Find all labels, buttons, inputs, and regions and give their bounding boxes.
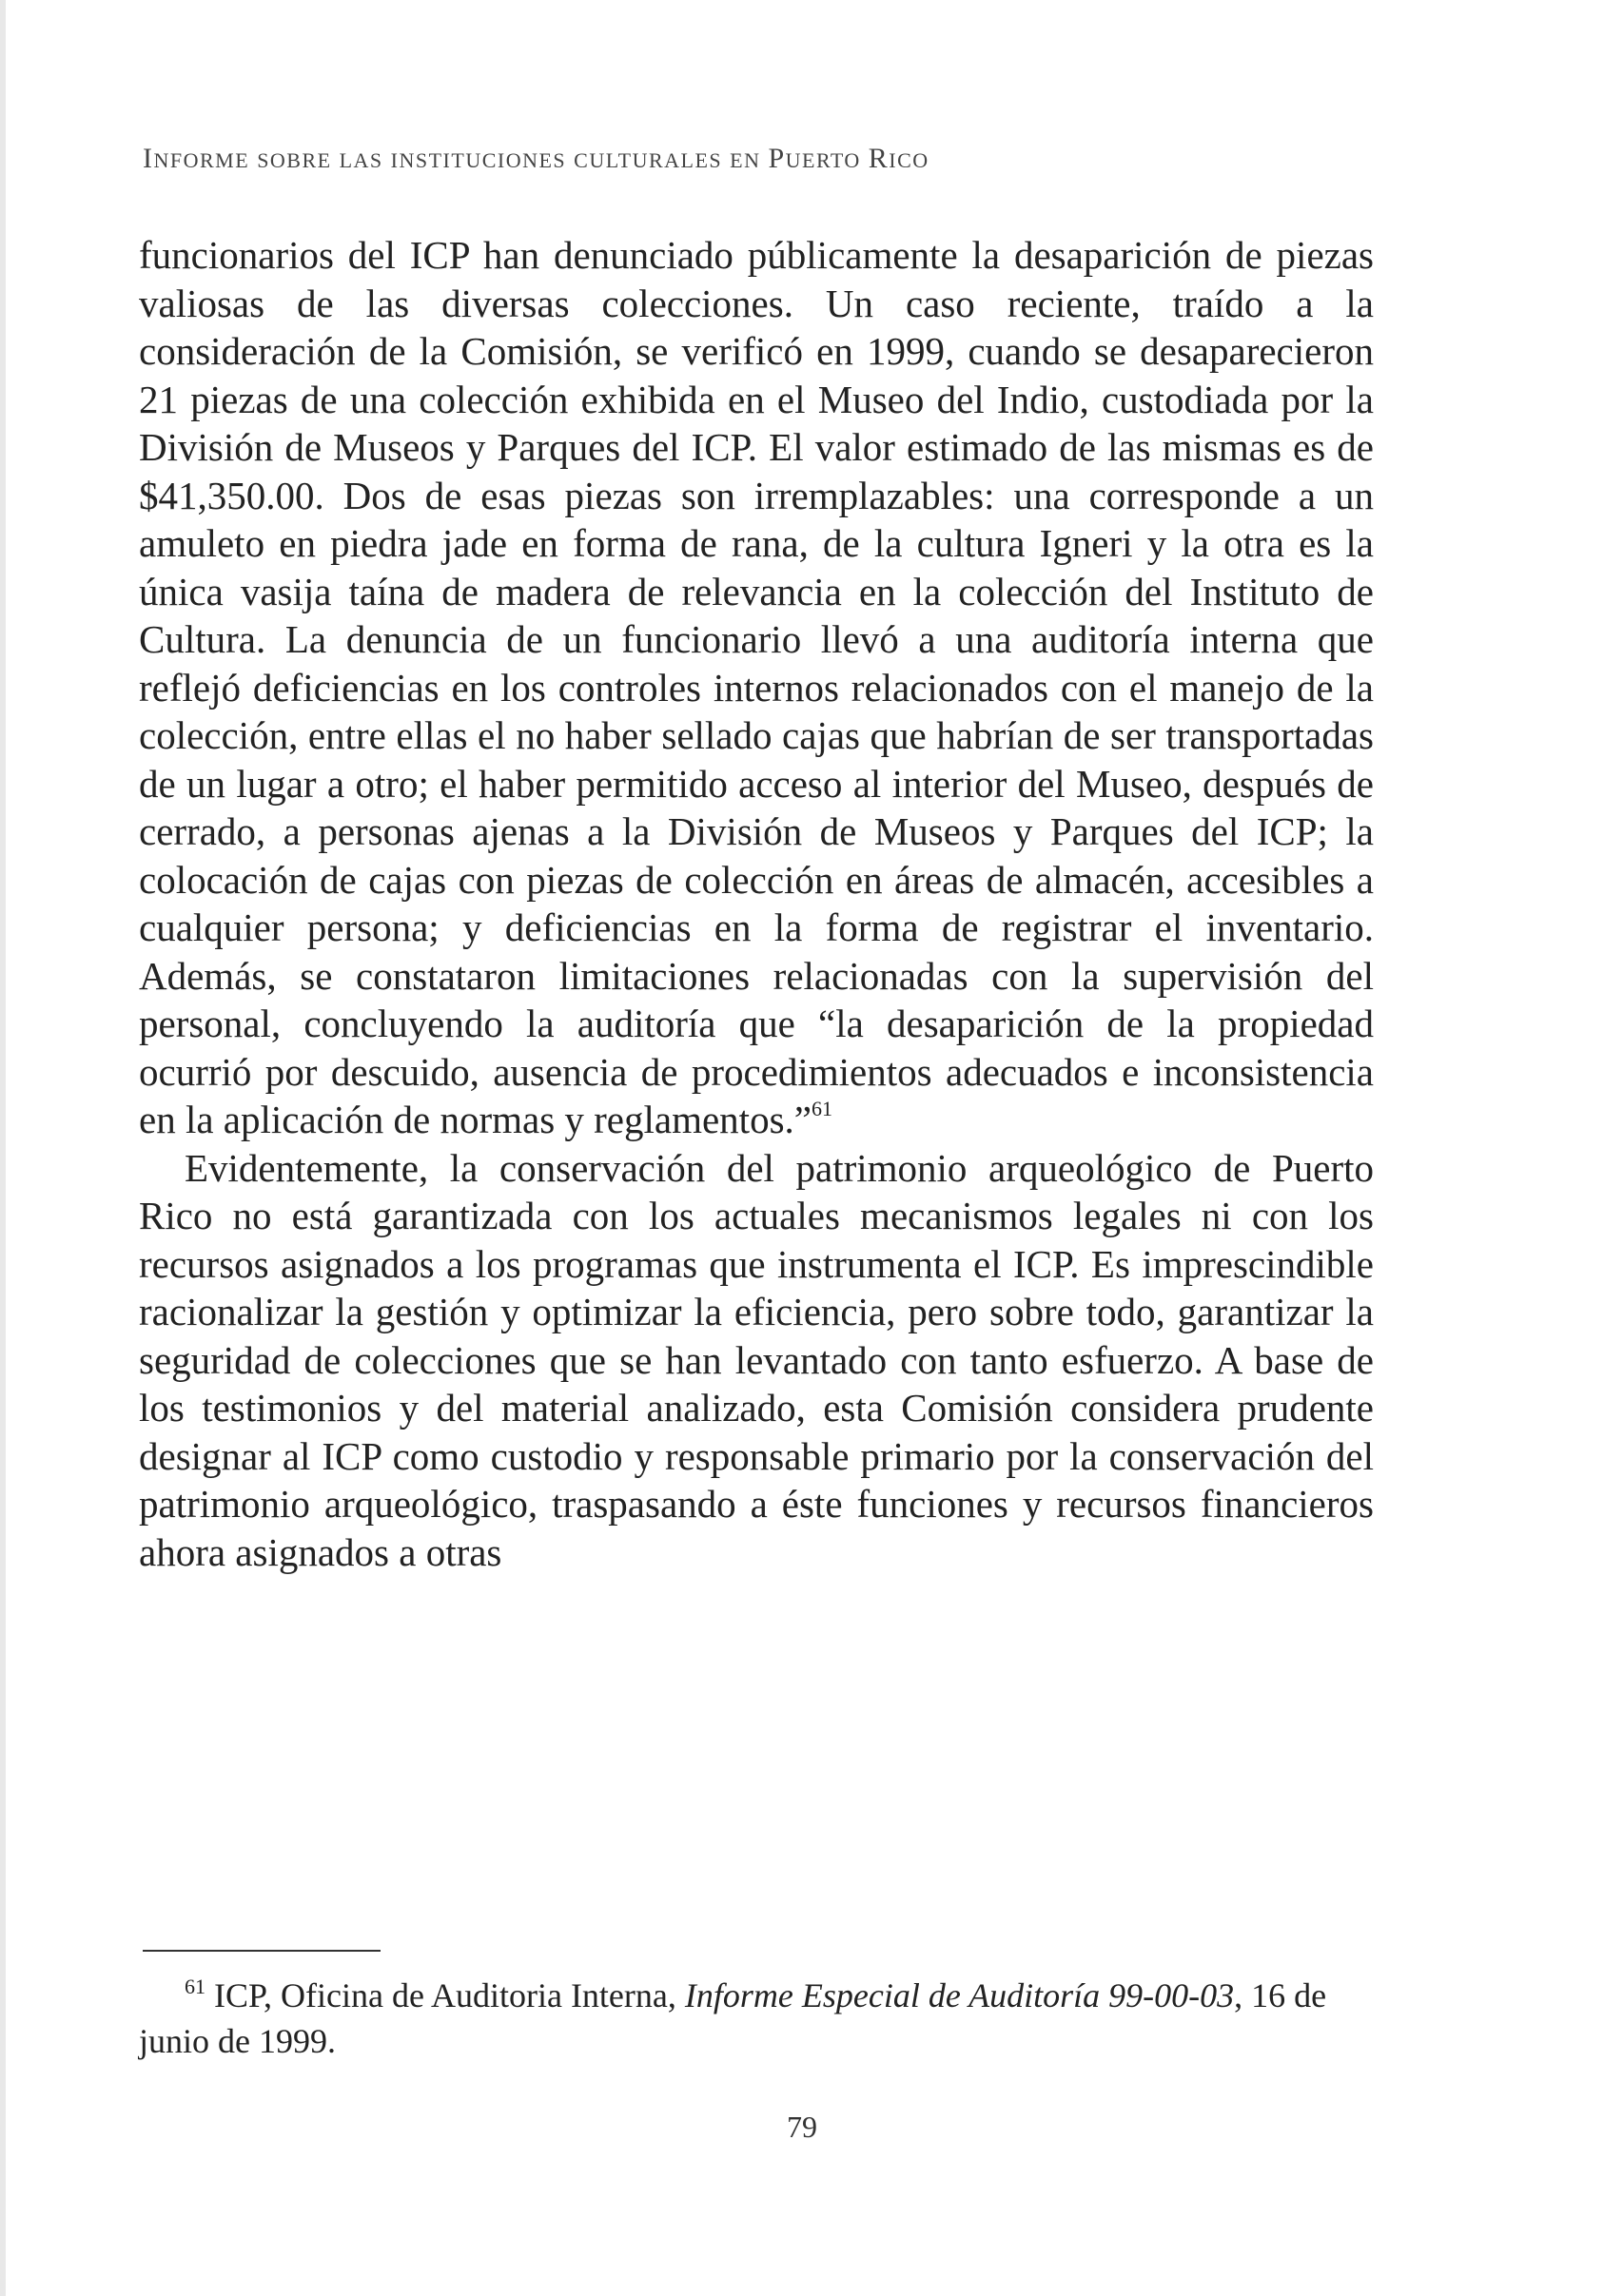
footnote-text-before: ICP, Oficina de Auditoria Interna, [214, 1976, 685, 2014]
paragraph-1-text: funcionarios del ICP han denunciado públicamente la desaparición de piezas valiosas de las diversas colecciones. Un caso reciente, traído a la consideración de la Comisión, se verificó en 1999, cuando se desaparecieron 21 piezas de una colección exhibida en el Museo del Indio, custodiada por la División de Museos y Parques del ICP. El valor estimado de las mismas es de $41,350.00. Dos de esas piezas son irremplazables: una corresponde a un amuleto en piedra jade en forma de rana, de la cultura Igneri y la otra es la única vasija taína de madera de relevancia en la colección del Instituto de Cultura. La denuncia de un funcionario llevó a una auditoría interna que reflejó deficiencias en los controles internos relacionados con el manejo de la colección, entre ellas el no haber sellado cajas que habrían de ser transportadas de un lugar a otro; el haber permitido acceso al interior del Museo, después de cerrado, a personas ajenas a la División de Museos y Parques del ICP; la colocación de cajas con piezas de colección en áreas de almacén, accesibles a cualquier persona; y deficiencias en la forma de registrar el inventario. Además, se constataron limitaciones relacionadas con la supervisión del personal, concluyendo la auditoría que “la desaparición de la propiedad ocurrió por descuido, ausencia de procedimientos adecuados e inconsistencia en la aplicación de normas y reglamentos.” [139, 233, 1374, 1141]
footnote-title: Informe Especial de Auditoría 99-00-03 [684, 1976, 1235, 2014]
footnote [139, 1973, 1374, 2064]
footnote-number: 61 [185, 1975, 205, 1998]
footnote-reference[interactable]: 61 [811, 1097, 832, 1120]
page-edge-shadow [0, 0, 6, 2296]
body-text [139, 231, 1374, 1576]
running-head: INFORME SOBRE LAS INSTITUCIONES CULTURALES EN PUERTO RICO [143, 143, 929, 174]
footnote-text-after: , 16 de junio de 1999. [139, 1976, 1327, 2060]
page-number: 79 [787, 2110, 817, 2144]
footnote-divider [143, 1950, 381, 1952]
paragraph-1 [139, 231, 1374, 1144]
paragraph-2: Evidentemente, la conservación del patrimonio arqueológico de Puerto Rico no está garantizada con los actuales mecanismos legales ni con los recursos asignados a los programas que instrumenta el ICP. Es imprescindible racionalizar la gestión y optimizar la eficiencia, pero sobre todo, garantizar la seguridad de colecciones que se han levantado con tanto esfuerzo. A base de los testimonios y del material analizado, esta Comisión considera prudente designar al ICP como custodio y responsable primario por la conservación del patrimonio arqueológico, traspasando a éste funciones y recursos financieros ahora asignados a otras [139, 1145, 1374, 1574]
